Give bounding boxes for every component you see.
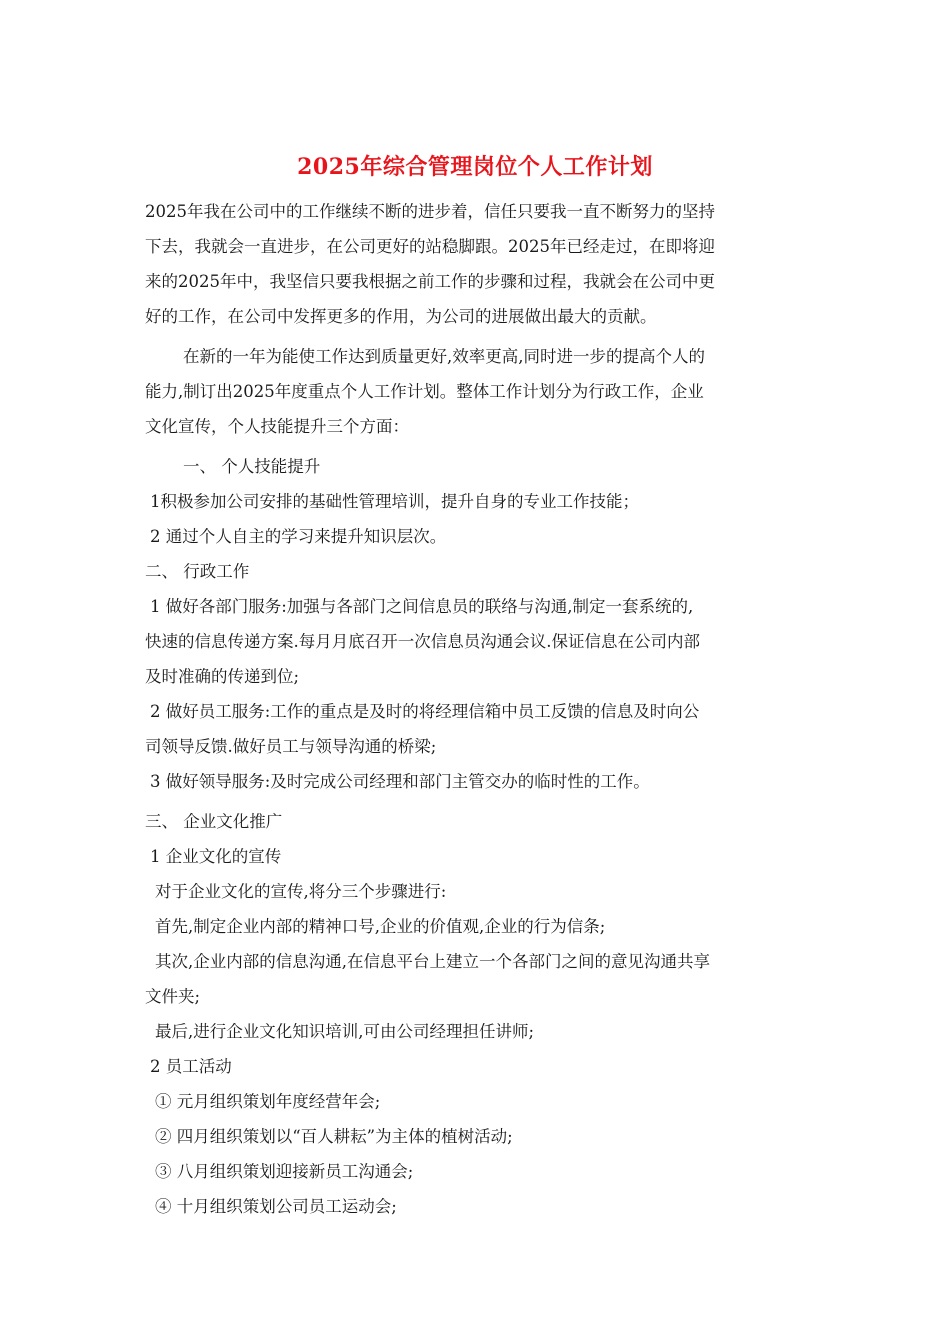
- culture-steps-intro: 对于企业文化的宣传,将分三个步骤进行:: [155, 882, 447, 901]
- section-2-item-2-line-2: 司领导反馈.做好员工与领导沟通的桥梁;: [145, 737, 437, 756]
- section-3-subheading-2: 2 员工活动: [150, 1057, 232, 1076]
- section-2-heading: 二、 行政工作: [145, 562, 250, 581]
- section-1-item-2: 2 通过个人自主的学习来提升知识层次。: [150, 527, 447, 546]
- intro-line-3: 来的2025年中，我坚信只要我根据之前工作的步骤和过程，我就会在公司中更: [145, 272, 715, 291]
- section-2-item-2-line-1: 2 做好员工服务:工作的重点是及时的将经理信箱中员工反馈的信息及时向公: [150, 702, 700, 721]
- section-3-heading: 三、 企业文化推广: [145, 812, 283, 831]
- para2-line-1: 在新的一年为能使工作达到质量更好,效率更高,同时进一步的提高个人的: [183, 347, 705, 366]
- section-1-item-1: 1积极参加公司安排的基础性管理培训，提升自身的专业工作技能；: [150, 492, 639, 511]
- section-3-subheading-1: 1 企业文化的宣传: [150, 847, 282, 866]
- activity-1: ① 元月组织策划年度经营年会;: [155, 1092, 381, 1111]
- activity-4: ④ 十月组织策划公司员工运动会;: [155, 1197, 397, 1216]
- intro-line-2: 下去，我就会一直进步，在公司更好的站稳脚跟。2025年已经走过，在即将迎: [145, 237, 715, 256]
- section-2-item-1-line-2: 快速的信息传递方案.每月月底召开一次信息员沟通会议.保证信息在公司内部: [145, 632, 700, 651]
- culture-step-first: 首先,制定企业内部的精神口号,企业的价值观,企业的行为信条;: [155, 917, 606, 936]
- para2-line-3: 文化宣传，个人技能提升三个方面：: [145, 417, 409, 436]
- activity-2: ② 四月组织策划以“百人耕耘”为主体的植树活动;: [155, 1127, 513, 1146]
- intro-line-4: 好的工作，在公司中发挥更多的作用，为公司的进展做出最大的贡献。: [145, 307, 657, 326]
- document-title: 2025年综合管理岗位个人工作计划: [297, 154, 653, 180]
- section-2-item-1-line-1: 1 做好各部门服务:加强与各部门之间信息员的联络与沟通,制定一套系统的,: [150, 597, 694, 616]
- section-2-item-3: 3 做好领导服务:及时完成公司经理和部门主管交办的临时性的工作。: [150, 772, 650, 791]
- section-2-item-1-line-3: 及时准确的传递到位;: [145, 667, 300, 686]
- activity-3: ③ 八月组织策划迎接新员工沟通会;: [155, 1162, 414, 1181]
- culture-step-second-line-2: 文件夹;: [145, 987, 201, 1006]
- para2-line-2: 能力,制订出2025年度重点个人工作计划。整体工作计划分为行政工作，企业: [145, 382, 704, 401]
- intro-line-1: 2025年我在公司中的工作继续不断的进步着，信任只要我一直不断努力的坚持: [145, 202, 715, 221]
- culture-step-second-line-1: 其次,企业内部的信息沟通,在信息平台上建立一个各部门之间的意见沟通共享: [155, 952, 710, 971]
- culture-step-last: 最后,进行企业文化知识培训,可由公司经理担任讲师;: [155, 1022, 535, 1041]
- section-1-heading: 一、 个人技能提升: [183, 457, 321, 476]
